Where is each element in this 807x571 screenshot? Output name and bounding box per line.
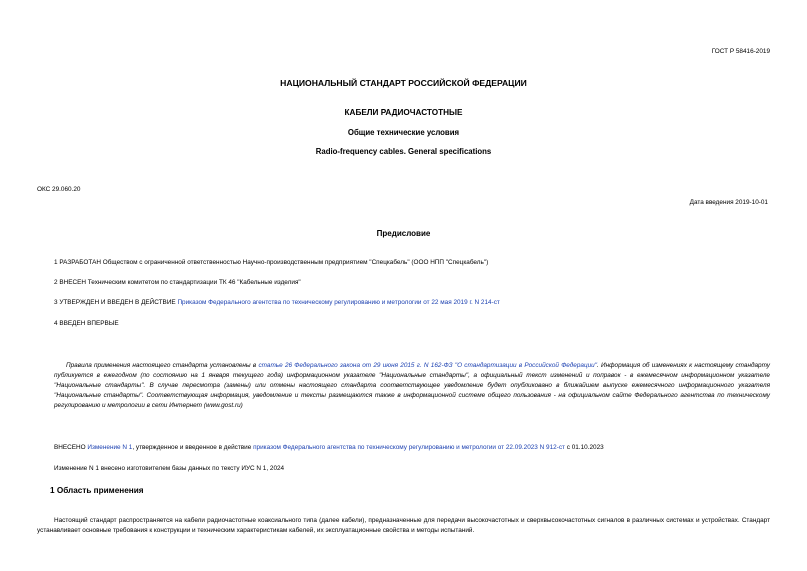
foreword-item-3 — [54, 299, 500, 306]
amendment-note: Изменение N 1 внесено изготовителем базы данных по тексту ИУС N 1, 2024 — [54, 465, 285, 472]
federal-law-link[interactable]: статье 26 Федерального закона от 29 июня 2015 г. N 162-ФЗ "О стандартизации в Российской Федерации" — [258, 362, 598, 369]
amendment-order-link[interactable]: приказом Федерального агентства по техническому регулированию и метрологии от 22.09.2023 N 912-ст — [253, 444, 565, 451]
standard-subtitle: Общие технические условия — [347, 128, 460, 137]
foreword-item-1: 1 РАЗРАБОТАН Обществом с ограниченной ответственностью Научно-производственным предприятием "Спецкабель" (ООО НПП "Спецкабель") — [54, 259, 489, 266]
section-1-heading: 1 Область применения — [50, 486, 144, 495]
section-1-text: Настоящий стандарт распространяется на кабели радиочастотные коаксиального типа (далее кабели), предназначенные для передачи высокочастотных и сверхвысокочастотных сигналов в различных системах и устройствах. Стандарт устанавливает основные требования к конструкции и техническим характеристикам кабелей, их эксплуатационные свойства и методы испытаний. — [37, 517, 770, 534]
foreword-item-3-text: 3 УТВЕРЖДЕН И ВВЕДЕН В ДЕЙСТВИЕ — [54, 299, 178, 306]
rules-paragraph — [54, 361, 770, 411]
amendment-prefix: ВНЕСЕНО — [54, 444, 88, 451]
oks-code: ОКС 29.060.20 — [37, 186, 81, 193]
amendment-link[interactable]: Изменение N 1 — [87, 444, 133, 451]
foreword-item-4: 4 ВВЕДЕН ВПЕРВЫЕ — [54, 320, 119, 327]
standard-name: КАБЕЛИ РАДИОЧАСТОТНЫЕ — [344, 108, 463, 117]
standard-type-title: НАЦИОНАЛЬНЫЙ СТАНДАРТ РОССИЙСКОЙ ФЕДЕРАЦИИ — [280, 78, 527, 88]
document-number: ГОСТ Р 58416-2019 — [711, 48, 770, 55]
foreword-item-2: 2 ВНЕСЕН Техническим комитетом по стандартизации ТК 46 "Кабельные изделия" — [54, 279, 301, 286]
rules-text-2: . Информация об изменениях к настоящему стандарту публикуется в ежегодном (по состоянию на 1 января текущего года) информационном указателе "Национальные стандарты", а официальный текст изменений и поправок - в ежемесячном информационном указателе "Национальные стандарты". В случае пересмотра (замены) или отмены настоящего стандарта соответствующее уведомление будет опубликовано в ближайшем выпуске ежемесячного информационного указателя "Национальные стандарты". Соответствующая информация, уведомление и тексты размещаются также в информационной системе общего пользования - на официальном сайте Федерального агентства по техническому регулированию и метрологии в сети Интернет (www.gost.ru) — [54, 362, 770, 409]
order-link[interactable]: Приказом Федерального агентства по техническому регулированию и метрологии от 22 мая 2019 г. N 214-ст — [177, 299, 500, 306]
introduction-date: Дата введения 2019-10-01 — [689, 199, 768, 206]
amendment-middle: , утвержденное и введенное в действие — [132, 444, 254, 451]
english-title: Radio-frequency cables. General specifications — [315, 147, 492, 156]
rules-text-1: Правила применения настоящего стандарта установлены в — [66, 362, 259, 369]
foreword-heading: Предисловие — [376, 229, 431, 238]
amendment-suffix: с 01.10.2023 — [564, 444, 604, 451]
amendment-line — [54, 444, 604, 451]
